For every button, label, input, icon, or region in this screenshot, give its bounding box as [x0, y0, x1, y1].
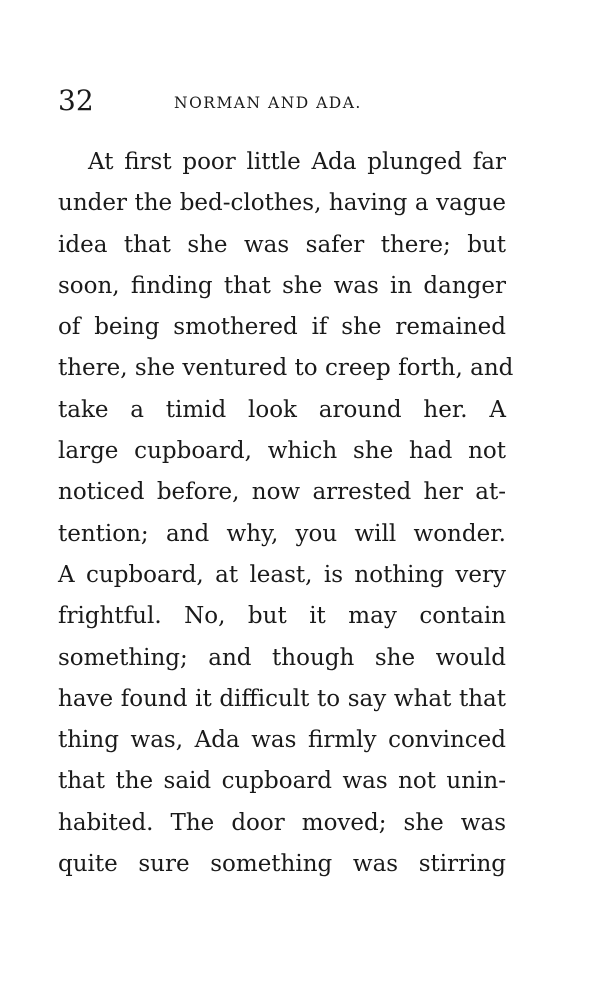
body-paragraph [58, 142, 514, 885]
text-line: that the said cupboard was not unin- [58, 768, 506, 795]
text-line: tention; and why, you will wonder. [58, 520, 506, 547]
text-line: A cupboard, at least, is nothing very [58, 561, 506, 588]
page-number: 32 [58, 84, 94, 117]
text-line: of being smothered if she remained [58, 314, 506, 341]
text-line: noticed before, now arrested her at- [58, 479, 506, 506]
text-line: thing was, Ada was firmly convinced [58, 727, 506, 754]
text-line: have found it difficult to say what that [58, 685, 506, 712]
text-line: quite sure something was stirring [58, 851, 506, 878]
text-line: frightful. No, but it may contain [58, 603, 506, 630]
text-line: At first poor little Ada plunged far [88, 149, 506, 175]
text-line: there, she ventured to creep forth, and [58, 355, 514, 382]
text-line: idea that she was safer there; but [58, 231, 506, 258]
text-line: something; and though she would [58, 644, 506, 671]
text-line: habited. The door moved; she was [58, 809, 506, 836]
text-line: large cupboard, which she had not [58, 438, 506, 465]
text-line: under the bed-clothes, having a vague [58, 190, 506, 217]
text-line: take a timid look around her. A [58, 396, 506, 423]
running-head: NORMAN AND ADA. [174, 94, 362, 112]
page-header [58, 84, 508, 118]
text-line: soon, finding that she was in danger [58, 272, 506, 299]
